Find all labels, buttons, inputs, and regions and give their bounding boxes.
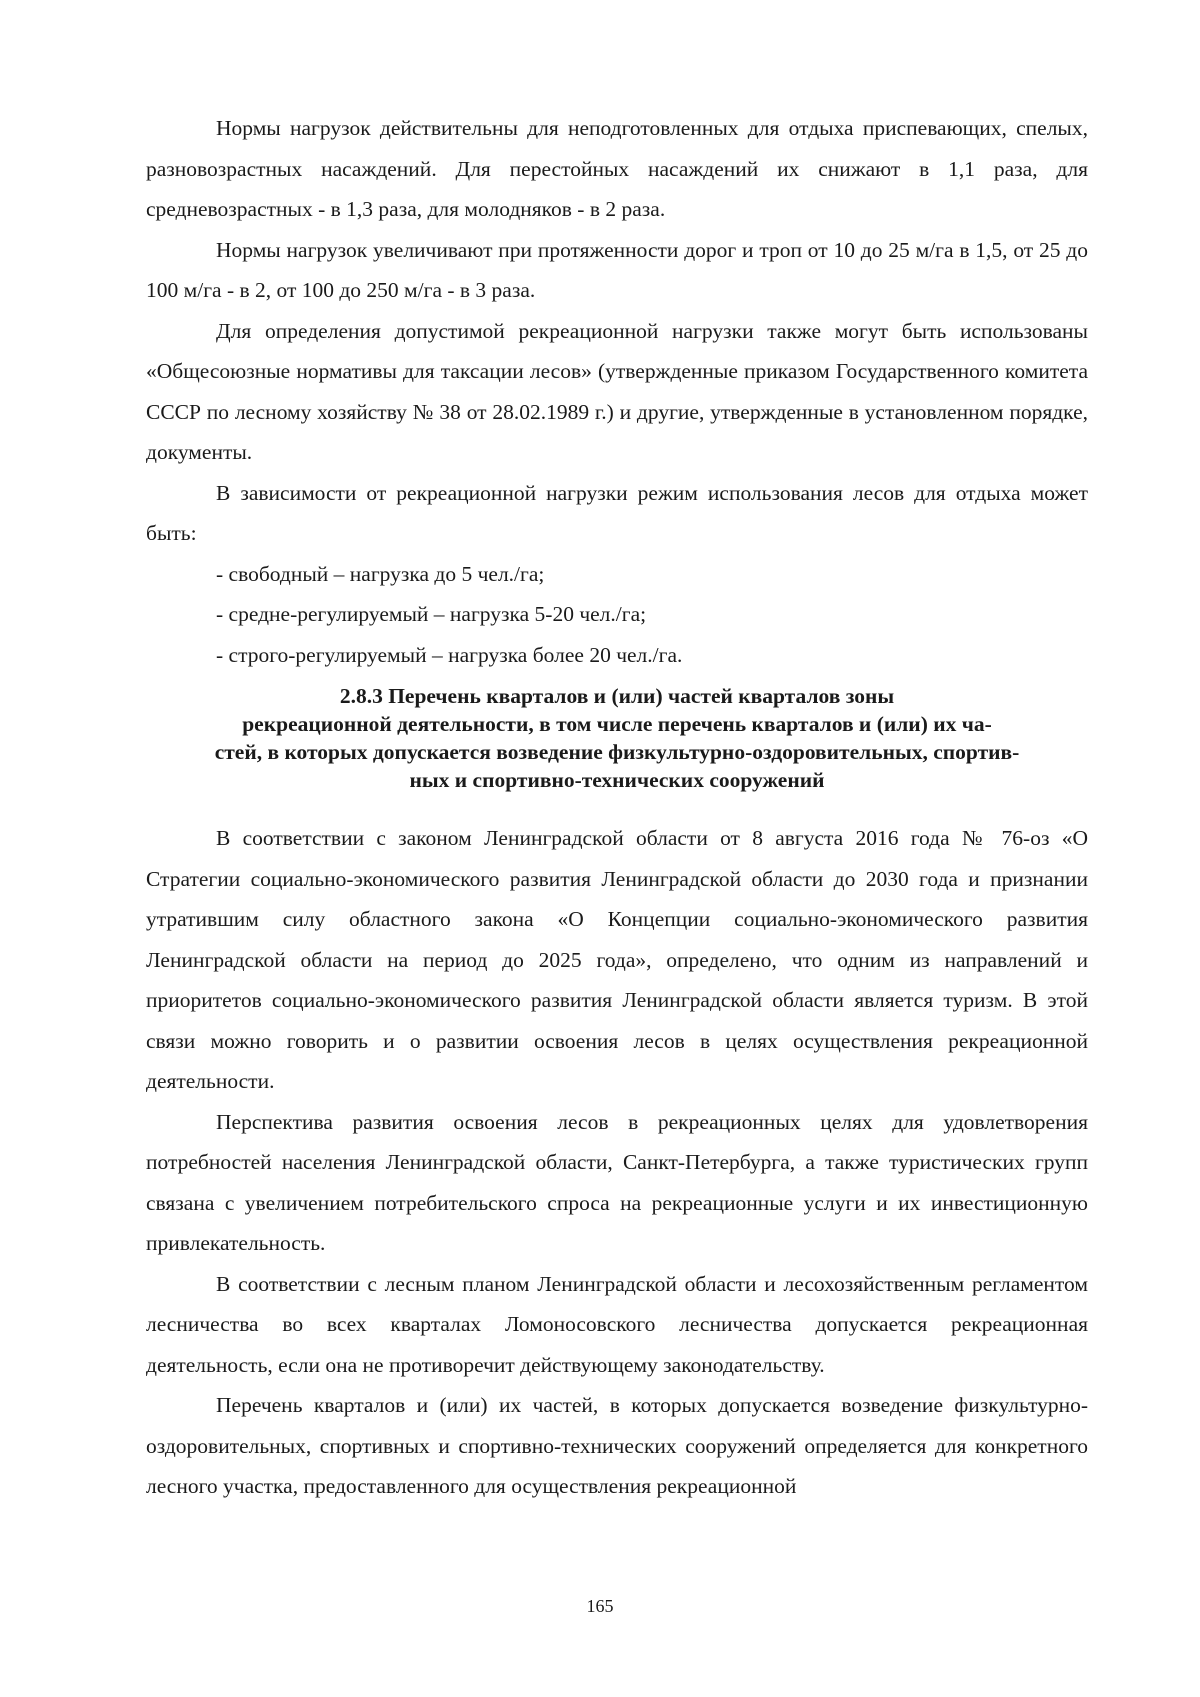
- section-heading: [146, 682, 1088, 794]
- paragraph-normatives: Для определения допустимой рекреационной нагрузки также могут быть использованы «Общесоюзные нормативы для таксации лесов» (утвержденные приказом Государственного комитета СССР по лесному хозяйству № 38 от 28.02.1989 г.) и другие, утвержденные в установленном порядке, документы.: [146, 318, 1088, 464]
- heading-line: 2.8.3 Перечень кварталов и (или) частей кварталов зоны: [339, 684, 895, 708]
- paragraph-road-length: Нормы нагрузок увеличивают при протяженности дорог и троп от 10 до 25 м/га в 1,5, от 25 до 100 м/га - в 2, от 100 до 250 м/га - в 3 раза.: [146, 237, 1088, 302]
- list-item-strict: - строго-регулируемый – нагрузка более 20 чел./га.: [216, 642, 683, 667]
- list-item-medium: - средне-регулируемый – нагрузка 5-20 чел./га;: [216, 602, 647, 626]
- paragraph-regime-intro: В зависимости от рекреационной нагрузки режим использования лесов для отдыха может быть:: [146, 480, 1088, 545]
- paragraph-strategy-law: В соответствии с законом Ленинградской области от 8 августа 2016 года № 76-оз «О Стратегии социально-экономического развития Ленинградской области до 2030 года и признании утратившим силу областного закона «О Концепции социально-экономического развития Ленинградской области на период до 2025 года», определено, что одним из направлений и приоритетов социально-экономического развития Ленинградской области является туризм. В этой связи можно говорить и о развитии освоения лесов в целях осуществления рекреационной деятельности.: [146, 826, 1088, 1093]
- list-item-free: - свободный – нагрузка до 5 чел./га;: [216, 561, 545, 586]
- paragraph-perspective: Перспектива развития освоения лесов в рекреационных целях для удовлетворения потребностей населения Ленинградской области, Санкт-Петербурга, а также туристических групп связана с увеличением потребительского спроса на рекреационные услуги и их инвестиционную привлекательность.: [146, 1109, 1088, 1255]
- paragraph-forest-plan: В соответствии с лесным планом Ленинградской области и лесохозяйственным регламентом лесничества во всех кварталах Ломоносовского лесничества допускается рекреационная деятельность, если она не противоречит действующему законодательству.: [146, 1271, 1088, 1377]
- page-number: 165: [586, 1596, 614, 1616]
- heading-line: ных и спортивно-технических сооружений: [409, 768, 825, 792]
- paragraph-quarters-list: Перечень кварталов и (или) их частей, в которых допускается возведение физкультурно-оздоровительных, спортивных и спортивно-технических сооружений определяется для конкретного лесного участка, предоставленного для осуществления рекреационной: [146, 1393, 1088, 1498]
- heading-line: стей, в которых допускается возведение физкультурно-оздоровительных, спортив-: [214, 740, 1020, 764]
- paragraph-load-norms: Нормы нагрузок действительны для неподготовленных для отдыха приспевающих, спелых, разновозрастных насаждений. Для перестойных насаждений их снижают в 1,1 раза, для средневозрастных - в 1,3 раза, для молодняков - в 2 раза.: [146, 116, 1088, 221]
- document-page: [146, 108, 1088, 1507]
- heading-line: рекреационной деятельности, в том числе перечень кварталов и (или) их ча-: [242, 712, 992, 736]
